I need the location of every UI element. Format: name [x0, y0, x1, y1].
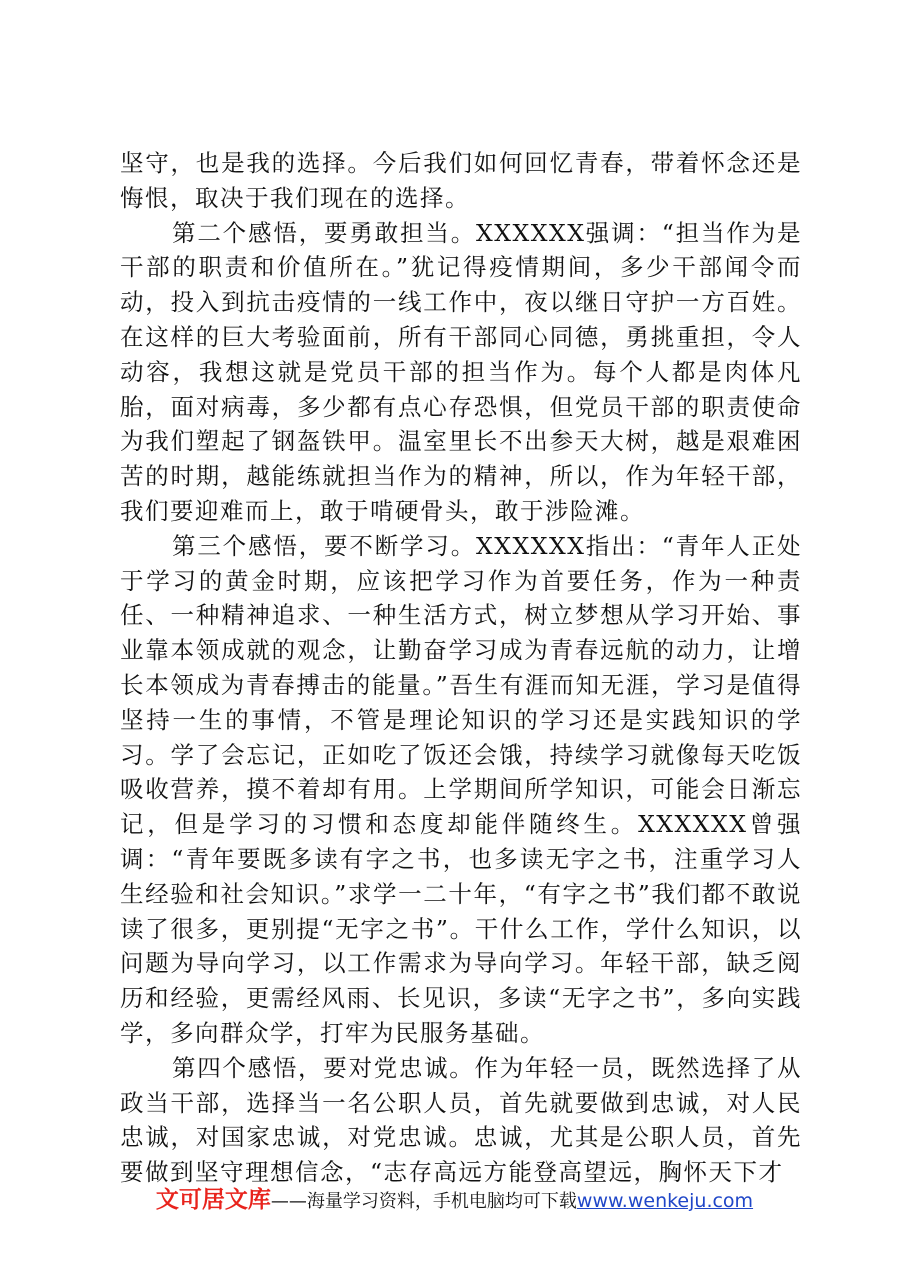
paragraph-second-insight: 第二个感悟，要勇敢担当。XXXXXX强调：“担当作为是干部的职责和价值所在。”犹记得疫情期间，多少干部闻令而动，投入到抗击疫情的一线工作中，夜以继日守护一方百姓。在这样的巨大考验面前，所有干部同心同德，勇挑重担，令人动容，我想这就是党员干部的担当作为。每个人都是肉体凡胎，面对病毒，多少都有点心存恐惧，但党员干部的职责使命为我们塑起了钢盔铁甲。温室里长不出参天大树，越是艰难困苦的时期，越能练就担当作为的精神，所以，作为年轻干部，我们要迎难而上，敢于啃硬骨头，敢于涉险滩。	[120, 218, 802, 525]
footer-brand: 文可居文库	[155, 1187, 271, 1213]
footer-banner	[0, 1181, 909, 1214]
paragraph-continuation: 坚守，也是我的选择。今后我们如何回忆青春，带着怀念还是悔恨，取决于我们现在的选择。	[120, 149, 802, 212]
paragraph-third-insight: 第三个感悟，要不断学习。XXXXXX指出：“青年人正处于学习的黄金时期，应该把学习作为首要任务，作为一种责任、一种精神追求、一种生活方式，树立梦想从学习开始、事业靠本领成就的观念，让勤奋学习成为青春远航的动力，让增长本领成为青春搏击的能量。”吾生有涯而知无涯，学习是值得坚持一生的事情，不管是理论知识的学习还是实践知识的学习。学了会忘记，正如吃了饭还会饿，持续学习就像每天吃饭吸收营养，摸不着却有用。上学期间所学知识，可能会日渐忘记，但是学习的习惯和态度却能伴随终生。XXXXXX曾强调：“青年要既多读有字之书，也多读无字之书，注重学习人生经验和社会知识。”求学一二十年，“有字之书”我们都不敢说读了很多，更别提“无字之书”。干什么工作，学什么知识，以问题为导向学习，以工作需求为导向学习。年轻干部，缺乏阅历和经验，更需经风雨、长见识，多读“无字之书”，多向实践学，多向群众学，打牢为民服务基础。	[120, 531, 802, 1047]
footer-site-link[interactable]: www.wenkeju.com	[576, 1190, 754, 1212]
footer-tagline: ——海量学习资料，手机电脑均可下载	[270, 1191, 577, 1212]
document-body	[120, 146, 802, 1190]
paragraph-fourth-insight: 第四个感悟，要对党忠诚。作为年轻一员，既然选择了从政当干部，选择当一名公职人员，首先就要做到忠诚，对人民忠诚，对国家忠诚，对党忠诚。忠诚，尤其是公职人员，首先要做到坚守理想信念，“志存高远方能登高望远，胸怀天下才	[120, 1053, 802, 1187]
